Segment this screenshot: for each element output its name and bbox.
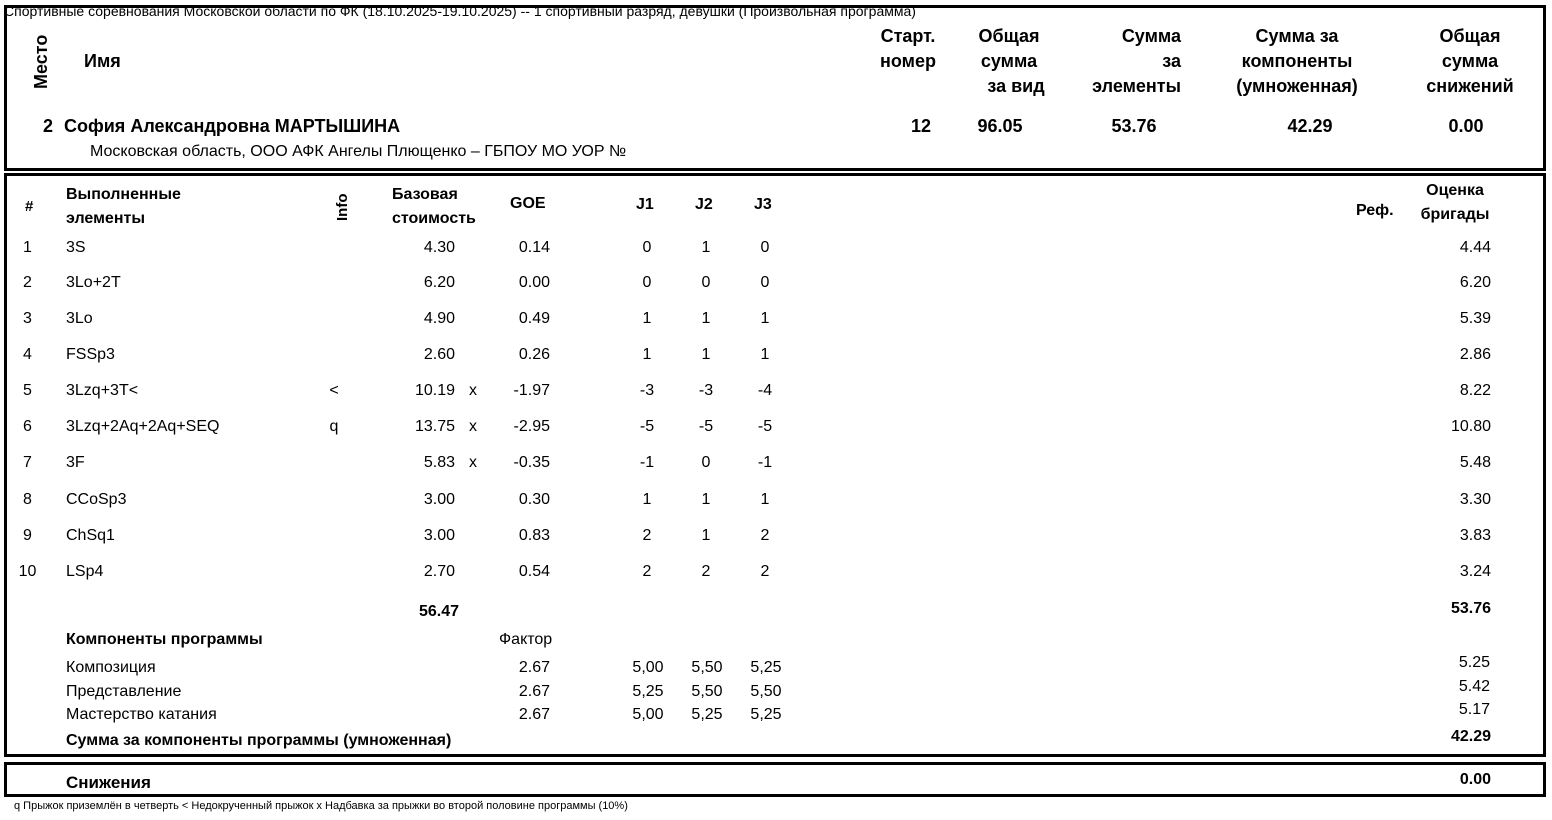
element-panel-score: 6.20 [1459, 274, 1491, 291]
element-base-value: 4.30 [423, 239, 455, 256]
skater-elements-score: 53.76 [1111, 116, 1157, 136]
element-num: 2 [23, 274, 32, 291]
element-panel-score: 3.24 [1459, 563, 1491, 580]
element-panel-score: 3.83 [1459, 527, 1491, 544]
component-name: Представление [66, 683, 182, 700]
element-base-value: 3.00 [423, 527, 455, 544]
components-total: 42.29 [1450, 728, 1491, 745]
element-base-value: 3.00 [423, 491, 455, 508]
element-panel-score: 5.39 [1459, 310, 1491, 327]
component-name: Композиция [66, 659, 156, 676]
component-factor: 2.67 [518, 659, 550, 676]
element-code: 3Lzq+3T< [66, 382, 139, 399]
element-num: 7 [23, 454, 32, 471]
component-factor: 2.67 [518, 683, 550, 700]
element-goe: 0.30 [518, 491, 550, 508]
element-panel-score: 4.44 [1459, 239, 1491, 256]
component-j1: 5,25 [632, 683, 664, 700]
element-j2: 1 [701, 491, 711, 508]
component-j1: 5,00 [632, 659, 664, 676]
element-j3: 0 [760, 274, 770, 291]
element-j1: 1 [642, 491, 652, 508]
element-code: 3S [66, 239, 86, 256]
component-score: 5.17 [1458, 701, 1490, 718]
deductions-label: Общая сумма снижений [1426, 26, 1514, 96]
element-j3: 2 [760, 527, 770, 544]
element-base-value: 4.90 [423, 310, 455, 327]
element-num: 9 [23, 527, 32, 544]
element-j1: 2 [642, 563, 652, 580]
element-code: 3Lo [66, 310, 93, 327]
element-goe: 0.49 [518, 310, 550, 327]
component-name: Мастерство катания [66, 706, 217, 723]
element-code: FSSp3 [66, 346, 115, 363]
panel-score-header: Оценка бригады [1420, 182, 1490, 223]
element-goe: -0.35 [513, 454, 550, 471]
element-j3: 1 [760, 491, 770, 508]
component-j3: 5,25 [750, 706, 782, 723]
element-num: 3 [23, 310, 32, 327]
component-j2: 5,50 [691, 683, 723, 700]
skater-components-score: 42.29 [1287, 116, 1333, 136]
element-j2: 1 [701, 310, 711, 327]
element-info: q [329, 418, 339, 435]
element-bonus-mark: x [469, 382, 477, 399]
element-bonus-mark: x [469, 454, 477, 471]
component-score: 5.42 [1458, 678, 1490, 695]
element-j3: 1 [760, 346, 770, 363]
element-j1: 2 [642, 527, 652, 544]
j2-header: J2 [695, 196, 713, 213]
start-number-label: Старт. номер [880, 26, 936, 71]
component-j1: 5,00 [632, 706, 664, 723]
element-panel-score: 3.30 [1459, 491, 1491, 508]
element-j2: 0 [701, 454, 711, 471]
element-code: ChSq1 [66, 527, 115, 544]
element-j3: 1 [760, 310, 770, 327]
element-code: LSp4 [66, 563, 104, 580]
element-goe: 0.14 [518, 239, 550, 256]
element-j2: 1 [701, 239, 711, 256]
element-num: 1 [23, 239, 32, 256]
components-score-label: Сумма за компоненты (умноженная) [1236, 26, 1358, 96]
element-info: < [329, 382, 339, 399]
element-base-value: 13.75 [414, 418, 455, 435]
deductions-value: 0.00 [1459, 771, 1491, 788]
element-base-value: 5.83 [423, 454, 455, 471]
element-j3: -1 [757, 454, 773, 471]
skater-deductions-score: 0.00 [1448, 116, 1484, 136]
element-j3: -4 [757, 382, 773, 399]
skater-name: София Александровна МАРТЫШИНА [64, 116, 401, 136]
element-j2: 1 [701, 527, 711, 544]
element-base-value: 2.70 [423, 563, 455, 580]
element-goe: -1.97 [513, 382, 550, 399]
place-label: Место [31, 34, 51, 89]
deductions-label: Снижения [66, 773, 151, 792]
total-score-label: Общая сумма за вид [978, 26, 1045, 96]
base-value-total: 56.47 [418, 603, 459, 620]
element-goe: 0.00 [518, 274, 550, 291]
skater-club: Московская область, ООО АФК Ангелы Плющенко – ГБПОУ МО УОР № [90, 143, 627, 160]
skater-start-number: 12 [910, 116, 932, 136]
element-code: 3F [66, 454, 85, 471]
component-j2: 5,50 [691, 659, 723, 676]
element-base-value: 10.19 [414, 382, 455, 399]
ref-header: Реф. [1356, 202, 1394, 219]
skater-place: 2 [42, 116, 53, 136]
deductions-box [4, 762, 1546, 797]
components-title: Компоненты программы [66, 631, 263, 648]
factor-label: Фактор [499, 631, 553, 648]
element-panel-score: 8.22 [1459, 382, 1491, 399]
element-num: 5 [23, 382, 32, 399]
skater-total-score: 96.05 [977, 116, 1023, 136]
element-j2: -3 [698, 382, 714, 399]
components-total-label: Сумма за компоненты программы (умноженная) [66, 732, 452, 749]
name-label: Имя [84, 51, 121, 71]
elements-score-total: 53.76 [1450, 600, 1491, 617]
element-j2: 2 [701, 563, 711, 580]
element-code: 3Lzq+2Aq+2Aq+SEQ [66, 418, 220, 435]
element-goe: -2.95 [513, 418, 550, 435]
element-j1: 0 [642, 274, 652, 291]
element-j1: 1 [642, 346, 652, 363]
element-j2: 1 [701, 346, 711, 363]
element-j1: -1 [639, 454, 655, 471]
event-title: Спортивные соревнования Московской области по ФК (18.10.2025-19.10.2025) -- 1 спортивный разряд, девушки (Произвольная программа) [4, 3, 916, 19]
element-panel-score: 5.48 [1459, 454, 1491, 471]
j1-header: J1 [636, 196, 654, 213]
num-header: # [25, 198, 34, 215]
element-num: 8 [23, 491, 32, 508]
element-j2: -5 [698, 418, 714, 435]
element-j2: 0 [701, 274, 711, 291]
element-goe: 0.26 [518, 346, 550, 363]
element-bonus-mark: x [469, 418, 477, 435]
element-panel-score: 10.80 [1450, 418, 1491, 435]
element-code: CCoSp3 [66, 491, 127, 508]
element-num: 10 [18, 563, 37, 580]
component-j3: 5,25 [750, 659, 782, 676]
component-factor: 2.67 [518, 706, 550, 723]
element-goe: 0.54 [518, 563, 550, 580]
element-base-value: 6.20 [423, 274, 455, 291]
element-header: Выполненные элементы [66, 186, 181, 227]
element-num: 4 [23, 346, 32, 363]
elements-score-label: Сумма за элементы [1092, 26, 1181, 96]
base-value-header: Базовая стоимость [392, 186, 476, 227]
component-j3: 5,50 [750, 683, 782, 700]
element-j3: 0 [760, 239, 770, 256]
element-j1: -3 [639, 382, 655, 399]
element-j3: -5 [757, 418, 773, 435]
element-code: 3Lo+2T [66, 274, 121, 291]
info-header: Info [334, 193, 351, 221]
element-goe: 0.83 [518, 527, 550, 544]
component-score: 5.25 [1458, 654, 1490, 671]
element-num: 6 [23, 418, 32, 435]
goe-header: GOE [510, 195, 546, 212]
legend: q Прыжок приземлён в четверть < Недокрученный прыжок x Надбавка за прыжки во второй половине программы (10%) [14, 800, 628, 812]
element-panel-score: 2.86 [1459, 346, 1491, 363]
element-j1: -5 [639, 418, 655, 435]
element-j1: 0 [642, 239, 652, 256]
element-base-value: 2.60 [423, 346, 455, 363]
component-j2: 5,25 [691, 706, 723, 723]
element-j3: 2 [760, 563, 770, 580]
element-j1: 1 [642, 310, 652, 327]
j3-header: J3 [754, 196, 772, 213]
